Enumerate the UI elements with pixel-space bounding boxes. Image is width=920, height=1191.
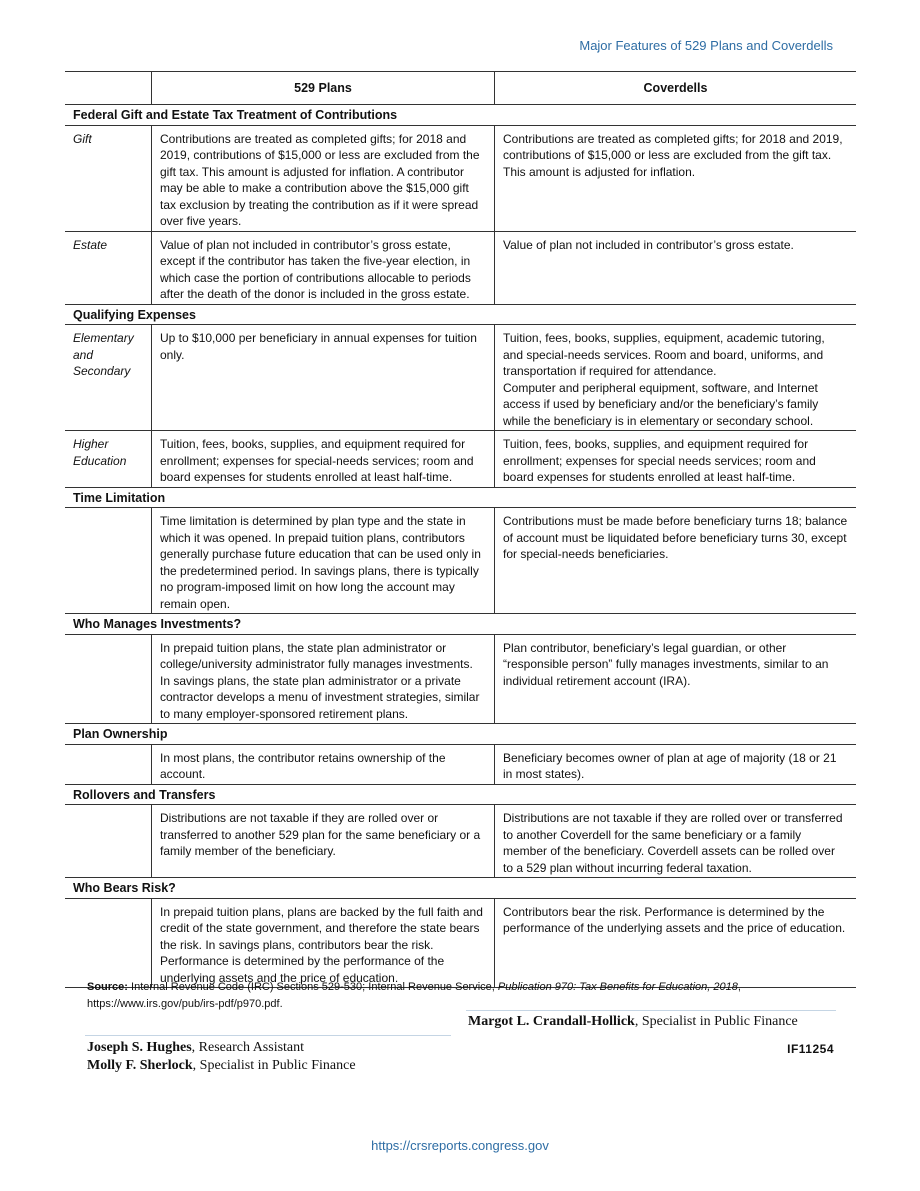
section-row	[65, 878, 856, 899]
report-id: IF11254	[787, 1042, 834, 1056]
table-header-row	[65, 72, 856, 105]
cell-coverdell-paragraph: Tuition, fees, books, supplies, equipment, academic tutoring, and special-needs services. Room and board, uniforms, and transportation if required for attendance.	[503, 331, 825, 378]
section-title: Rollovers and Transfers	[65, 784, 856, 805]
cell-coverdell: Contributions are treated as completed gifts; for 2018 and 2019, contributions of $15,000 or less are excluded from the gift tax. This amount is adjusted for inflation.	[495, 125, 857, 231]
author-name: Margot L. Crandall-Hollick	[468, 1014, 635, 1029]
author-line	[87, 1040, 304, 1056]
section-title: Plan Ownership	[65, 724, 856, 745]
section-title: Federal Gift and Estate Tax Treatment of Contributions	[65, 105, 856, 126]
features-table	[65, 71, 856, 988]
section-row	[65, 614, 856, 635]
table-row	[65, 431, 856, 488]
cell-coverdell: Value of plan not included in contributor’s gross estate.	[495, 231, 857, 304]
section-title: Who Bears Risk?	[65, 878, 856, 899]
author-divider-right	[466, 1010, 836, 1011]
table-row	[65, 325, 856, 431]
section-title: Who Manages Investments?	[65, 614, 856, 635]
author-title: , Specialist in Public Finance	[634, 1014, 798, 1029]
section-row	[65, 724, 856, 745]
cell-529: In prepaid tuition plans, the state plan administrator or college/university administrator fully manages investments. In savings plans, the state plan administrator or a private contractor develops a menu of investment strategies, similar to many employer-sponsored retirement plans.	[152, 634, 495, 724]
source-label: Source:	[87, 981, 128, 993]
author-divider-left	[85, 1035, 451, 1036]
cell-coverdell: Contributions must be made before beneficiary turns 18; balance of account must be liquidated before beneficiary turns 30, except for special-needs beneficiaries.	[495, 508, 857, 614]
cell-coverdell	[495, 325, 857, 431]
author-line	[468, 1014, 798, 1030]
row-label	[65, 805, 152, 878]
section-title: Time Limitation	[65, 487, 856, 508]
table-row	[65, 898, 856, 988]
cell-529: Up to $10,000 per beneficiary in annual expenses for tuition only.	[152, 325, 495, 431]
row-label: Gift	[65, 125, 152, 231]
cell-529: Contributions are treated as completed gifts; for 2018 and 2019, contributions of $15,000 or less are excluded from the gift tax. This amount is adjusted for inflation. A contributor may be able to make a contribution above the $15,000 gift tax exclusion by treating the contribution as if it were spread over five years.	[152, 125, 495, 231]
cell-529: Distributions are not taxable if they are rolled over or transferred to another 529 plan for the same beneficiary or a family member of the beneficiary.	[152, 805, 495, 878]
table-row	[65, 744, 856, 784]
author-title: , Research Assistant	[191, 1040, 305, 1055]
table-row	[65, 125, 856, 231]
section-row	[65, 784, 856, 805]
cell-coverdell-paragraph: Computer and peripheral equipment, software, and Internet access if used by beneficiary and/or the beneficiary’s family while the beneficiary is in elementary or secondary school.	[503, 380, 819, 428]
section-title: Qualifying Expenses	[65, 304, 856, 325]
author-title: , Specialist in Public Finance	[192, 1058, 356, 1073]
source-url-text: , https://www.irs.gov/pub/irs-pdf/p970.pdf.	[87, 981, 741, 1010]
section-row	[65, 105, 856, 126]
row-label	[65, 508, 152, 614]
author-name: Joseph S. Hughes	[87, 1040, 192, 1055]
page-header-title: Major Features of 529 Plans and Coverdells	[579, 38, 833, 53]
cell-529: In most plans, the contributor retains ownership of the account.	[152, 744, 495, 784]
row-label: Estate	[65, 231, 152, 304]
label-column-header	[65, 72, 152, 105]
row-label	[65, 744, 152, 784]
cell-coverdell: Plan contributor, beneficiary’s legal guardian, or other “responsible person” fully manages investments, similar to an individual retirement account (IRA).	[495, 634, 857, 724]
table-row	[65, 805, 856, 878]
author-line	[87, 1058, 356, 1074]
cell-529: Tuition, fees, books, supplies, and equipment required for enrollment; expenses for special-needs services; room and board expenses for students enrolled at least half-time.	[152, 431, 495, 488]
source-text: Internal Revenue Code (IRC) Sections 529-530; Internal Revenue Service,	[131, 981, 495, 993]
cell-coverdell: Beneficiary becomes owner of plan at age of majority (18 or 21 in most states).	[495, 744, 857, 784]
footer-url-link[interactable]: https://crsreports.congress.gov	[371, 1138, 549, 1153]
row-label	[65, 634, 152, 724]
table-row	[65, 634, 856, 724]
cell-coverdell: Distributions are not taxable if they are rolled over or transferred to another Coverdell for the same beneficiary or a family member of the beneficiary. Coverdell assets can be rolled over to a 529 plan without incurring federal taxation.	[495, 805, 857, 878]
author-name: Molly F. Sherlock	[87, 1058, 193, 1073]
source-publication: Publication 970: Tax Benefits for Education, 2018	[497, 981, 738, 993]
section-row	[65, 304, 856, 325]
column-header-coverdell: Coverdells	[495, 72, 857, 105]
row-label	[65, 898, 152, 988]
source-note	[87, 979, 847, 1013]
cell-coverdell: Contributors bear the risk. Performance is determined by the performance of the underlying assets and the price of education.	[495, 898, 857, 988]
cell-coverdell: Tuition, fees, books, supplies, and equipment required for enrollment; expenses for special needs services; room and board expenses for students enrolled at least half-time.	[495, 431, 857, 488]
table-row	[65, 508, 856, 614]
row-label: Elementary and Secondary	[65, 325, 152, 431]
table-row	[65, 231, 856, 304]
cell-529: Time limitation is determined by plan type and the state in which it was opened. In prepaid tuition plans, contributors generally purchase future education that can be used only in the predetermined period. In savings plans, there is typically no program-imposed limit on how long the account may remain open.	[152, 508, 495, 614]
cell-529: In prepaid tuition plans, plans are backed by the full faith and credit of the state government, and therefore the state bears the risk. In savings plans, contributors bear the risk. Performance is determined by the performance of the underlying assets and the price of education.	[152, 898, 495, 988]
cell-529: Value of plan not included in contributor’s gross estate, except if the contributor has taken the five-year election, in which case the portion of contributions allocable to periods after the death of the donor is included in the gross estate.	[152, 231, 495, 304]
section-row	[65, 487, 856, 508]
row-label: Higher Education	[65, 431, 152, 488]
column-header-529: 529 Plans	[152, 72, 495, 105]
